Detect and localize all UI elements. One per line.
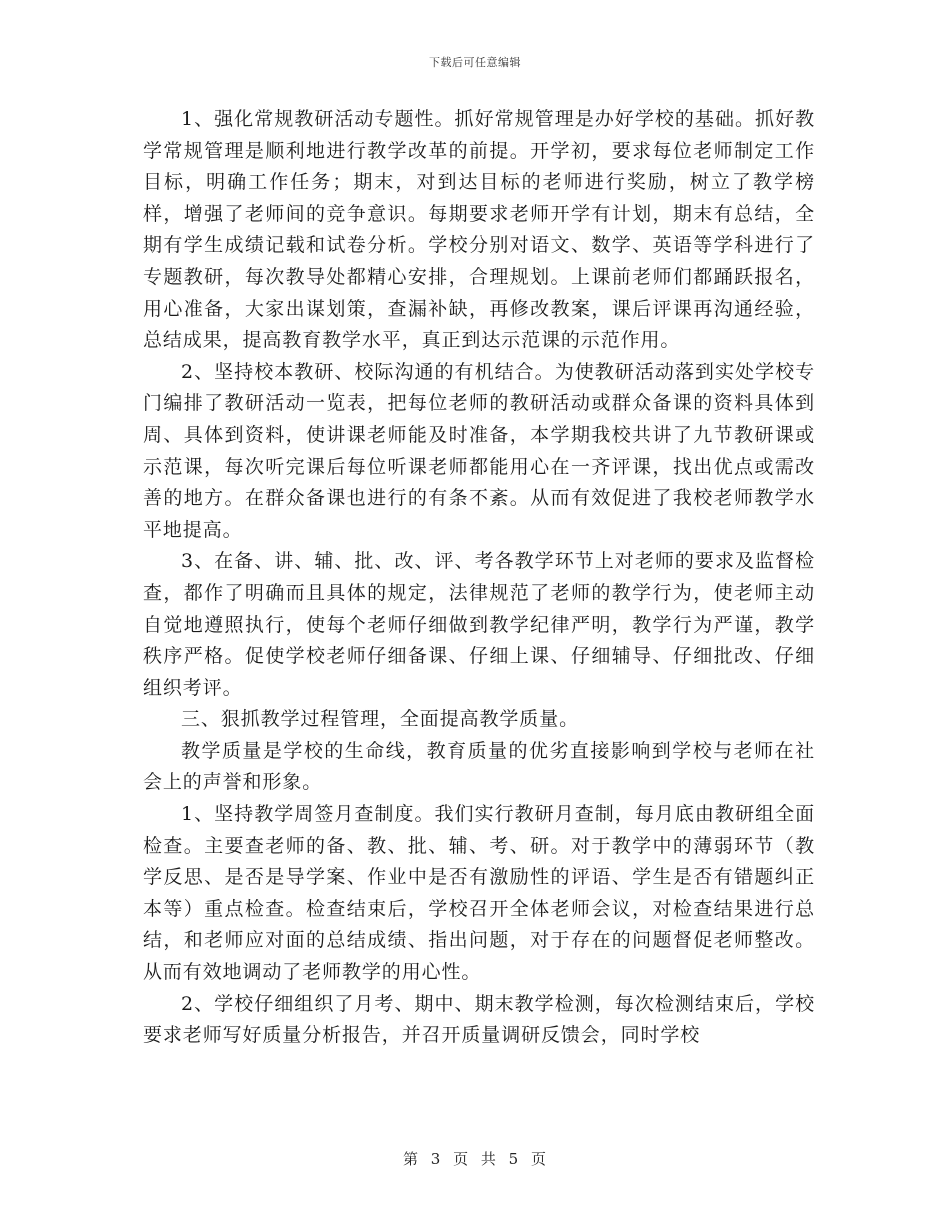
page-number: 第 3 页 共 5 页 [403,1150,547,1168]
paragraph-6: 2、学校仔细组织了月考、期中、期末教学检测，每次检测结束后，学校要求老师写好质量分析报告，并召开质量调研反馈会，同时学校 [143,992,815,1047]
document-body [143,104,815,1052]
paragraph-3: 3、在备、讲、辅、批、改、评、考各教学环节上对老师的要求及监督检查，都作了明确而且具体的规定，法律规范了老师的教学行为，使老师主动自觉地遵照执行，使每个老师仔细做到教学纪律严明，教学行为严谨，教学秩序严格。促使学校老师仔细备课、仔细上课、仔细辅导、仔细批改、仔细组织考评。 [143,550,815,699]
paragraph-2: 2、坚持校本教研、校际沟通的有机结合。为使教研活动落到实处学校专门编排了教研活动一览表，把每位老师的教研活动或群众备课的资料具体到周、具体到资料，使讲课老师能及时准备，本学期我校共讲了九节教研课或示范课，每次听完课后每位听课老师都能用心在一齐评课，找出优点或需改善的地方。在群众备课也进行的有条不紊。从而有效促进了我校老师教学水平地提高。 [143,360,815,541]
paragraph-5: 1、坚持教学周签月查制度。我们实行教研月查制，每月底由教研组全面检查。主要查老师的备、教、批、辅、考、研。对于教学中的薄弱环节（教学反思、是否是导学案、作业中是否有激励性的评语、学生是否有错题纠正本等）重点检查。检查结束后，学校召开全体老师会议，对检查结果进行总结，和老师应对面的总结成绩、指出问题，对于存在的问题督促老师整改。从而有效地调动了老师教学的用心性。 [143,803,815,984]
page-header: 下载后可任意编辑 [429,56,521,69]
paragraph-1: 1、强化常规教研活动专题性。抓好常规管理是办好学校的基础。抓好教学常规管理是顺利地进行教学改革的前提。开学初，要求每位老师制定工作目标，明确工作任务；期末，对到达目标的老师进行奖励，树立了教学榜样，增强了老师间的竞争意识。每期要求老师开学有计划，期末有总结，全期有学生成绩记载和试卷分析。学校分别对语文、数学、英语等学科进行了专题教研，每次教导处都精心安排，合理规划。上课前老师们都踊跃报名，用心准备，大家出谋划策，查漏补缺，再修改教案，课后评课再沟通经验，总结成果，提高教育教学水平，真正到达示范课的示范作用。 [143,108,815,352]
section-heading: 三、狠抓教学过程管理，全面提高教学质量。 [181,708,580,731]
paragraph-4: 教学质量是学校的生命线，教育质量的优劣直接影响到学校与老师在社会上的声誉和形象。 [143,739,815,794]
